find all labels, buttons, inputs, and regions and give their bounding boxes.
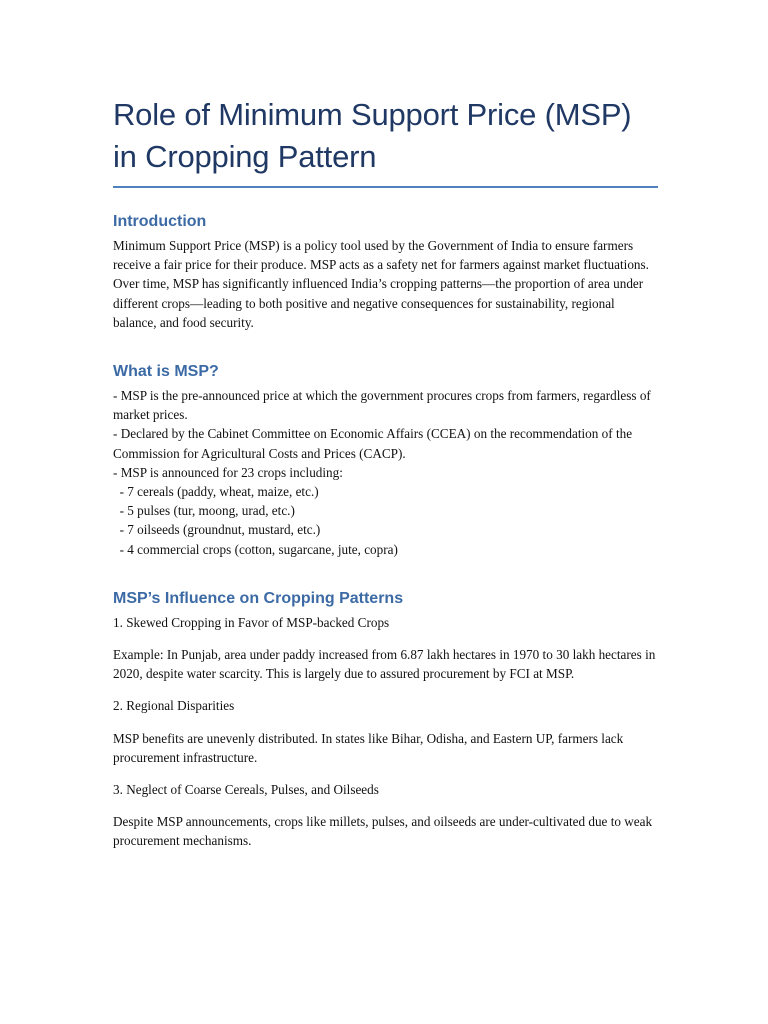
introduction-heading: Introduction [113,213,207,230]
influence-point-1-heading: 1. Skewed Cropping in Favor of MSP-backed Crops [113,614,390,630]
influence-heading: MSP’s Influence on Cropping Patterns [113,589,404,607]
influence-section [113,589,658,851]
what-is-msp-heading: What is MSP? [113,363,219,381]
msp-subpoint: - 7 oilseeds (groundnut, mustard, etc.) [113,522,321,538]
msp-point: - Declared by the Cabinet Committee on Economic Affairs (CCEA) on the recommendation of the Commission for Agricultural Costs and Prices (CACP). [113,426,633,461]
influence-point-2-text: MSP benefits are unevenly distributed. In states like Bihar, Odisha, and Eastern UP, farmers lack procurement infrastructure. [113,730,624,765]
influence-point-1-text: Example: In Punjab, area under paddy increased from 6.87 lakh hectares in 1970 to 30 lakh hectares in 2020, despite water scarcity. This is largely due to assured procurement by FCI at MSP. [113,647,656,682]
introduction-section [113,212,658,332]
what-is-msp-list [113,386,658,559]
influence-point-3-heading: 3. Neglect of Coarse Cereals, Pulses, and Oilseeds [113,782,379,798]
influence-point-3-text: Despite MSP announcements, crops like millets, pulses, and oilseeds are under-cultivated due to weak procurement mechanisms. [113,814,653,849]
influence-point-2-heading: 2. Regional Disparities [113,698,235,714]
msp-subpoint: - 5 pulses (tur, moong, urad, etc.) [113,503,295,519]
document-title: Role of Minimum Support Price (MSP) in Cropping Pattern [113,94,658,188]
what-is-msp-section [113,362,658,559]
msp-subpoint: - 7 cereals (paddy, wheat, maize, etc.) [113,484,319,500]
introduction-paragraph: Minimum Support Price (MSP) is a policy tool used by the Government of India to ensure farmers receive a fair price for their produce. MSP acts as a safety net for farmers against market fluctuations. Over time, MSP has significantly influenced India’s cropping patterns—the proportion of area under different crops—leading to both positive and negative consequences for sustainability, regional balance, and food security. [113,238,649,330]
msp-point: - MSP is the pre-announced price at which the government procures crops from farmers, regardless of market prices. [113,388,651,423]
msp-point: - MSP is announced for 23 crops including: [113,464,343,480]
msp-subpoint: - 4 commercial crops (cotton, sugarcane, jute, copra) [113,541,398,557]
document-page [113,94,658,851]
